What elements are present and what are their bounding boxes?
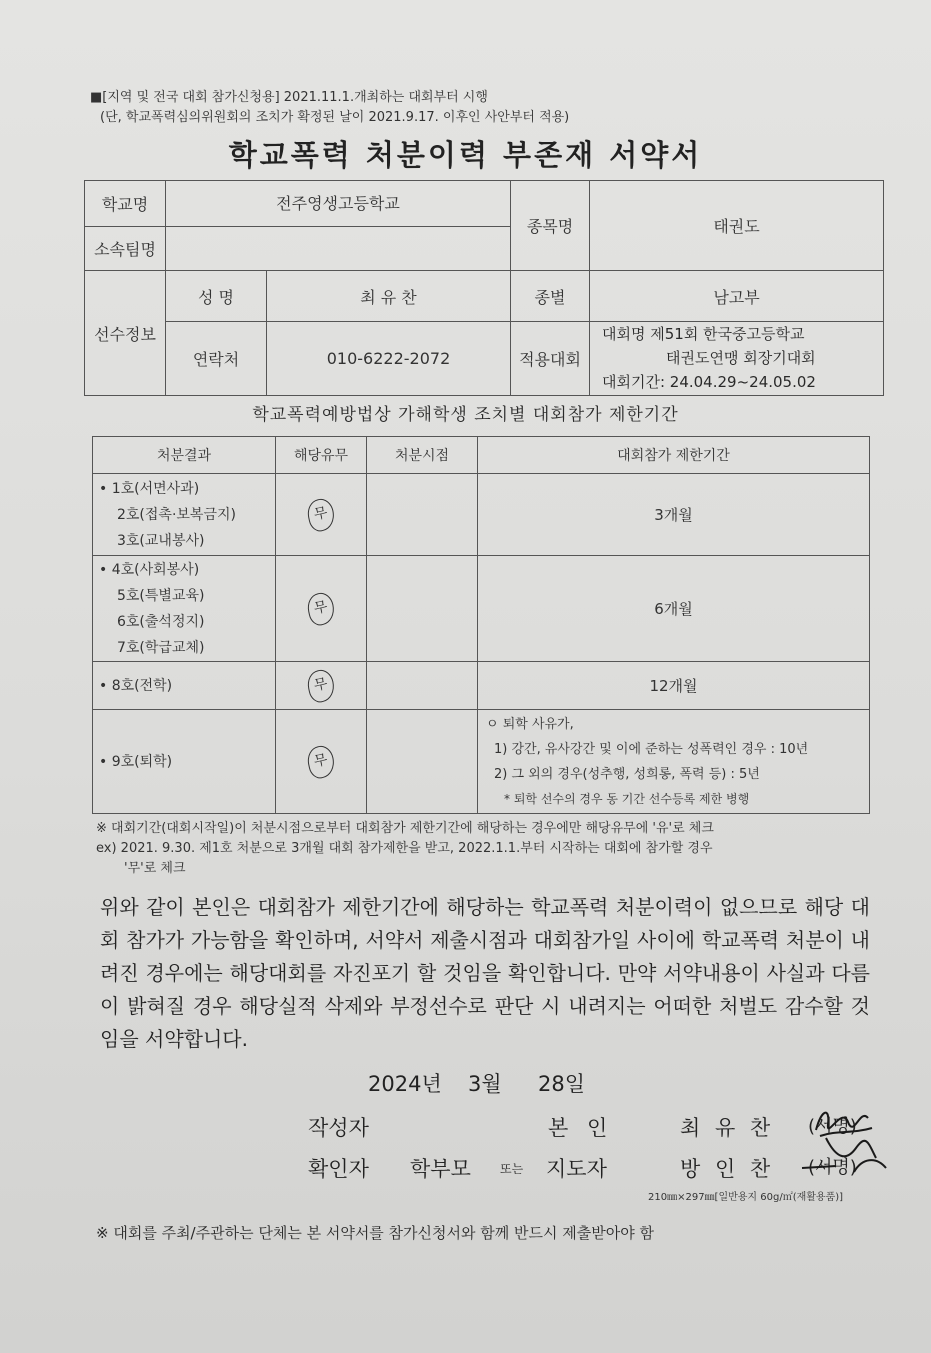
date-year: 2024년 xyxy=(368,1072,442,1096)
name-value: 최 유 찬 xyxy=(267,271,511,321)
list-item: 7호(학급교체) xyxy=(117,639,205,656)
table-row xyxy=(93,710,870,814)
checkmark-circle-icon: 무 xyxy=(305,590,337,627)
table-row xyxy=(93,662,870,710)
checkmark-circle-icon: 무 xyxy=(305,743,337,780)
period-line: * 퇴학 선수의 경우 동 기간 선수등록 제한 병행 xyxy=(504,791,750,806)
school-label: 학교명 xyxy=(85,181,166,227)
list-item: • 9호(퇴학) xyxy=(99,753,173,770)
list-item: • 1호(서면사과) xyxy=(99,480,200,497)
period-cell: 6개월 xyxy=(478,556,870,662)
writer-name: 최 유 찬 xyxy=(680,1116,775,1140)
gender-value: 남고부 xyxy=(590,271,884,321)
table-row xyxy=(93,556,870,662)
col-header-result: 처분결과 xyxy=(93,437,276,474)
list-item: 3호(교내봉사) xyxy=(117,532,205,549)
contact-label: 연락처 xyxy=(166,321,267,395)
col-header-time: 처분시점 xyxy=(367,437,478,474)
writer-label: 작성자 xyxy=(308,1116,369,1140)
header-line-2: (단, 학교폭력심의위원회의 조치가 확정된 날이 2021.9.17. 이후인 사안부터 적용) xyxy=(100,110,570,125)
competition-period: 대회기간: 24.04.29~24.05.02 xyxy=(602,373,816,392)
checkmark-circle-icon: 무 xyxy=(305,667,337,704)
competition-label: 적용대회 xyxy=(511,321,590,395)
pledge-paragraph: 위와 같이 본인은 대회참가 제한기간에 해당하는 학교폭력 처분이력이 없으므로 해당 대회 참가가 가능함을 확인하며, 서약서 제출시점과 대회참가일 사이에 학교폭력 처분이 내려진 경우에는 해당대회를 자진포기 할 것임을 확인합니다. 만약 서약내용이 사실과 다름이 밝혀질 경우 해당실적 삭제와 부정선수로 판단 시 내려지는 어떠한 처벌도 감수할 것임을 서약합니다. xyxy=(100,895,870,1051)
period-cell: 3개월 xyxy=(478,474,870,556)
writer-seal: (서명) xyxy=(808,1116,857,1137)
player-info-label: 선수정보 xyxy=(85,271,166,396)
note-line-3: '무'로 체크 xyxy=(124,861,186,876)
confirmer-or: 또는 xyxy=(500,1162,524,1176)
paper-spec: 210㎜×297㎜[일반용지 60g/㎡(재활용품)] xyxy=(648,1192,844,1203)
team-value xyxy=(166,227,511,271)
writer-role: 본 인 xyxy=(548,1116,614,1140)
school-value: 전주영생고등학교 xyxy=(166,181,511,227)
list-item: • 4호(사회봉사) xyxy=(99,561,200,578)
period-cell: 12개월 xyxy=(478,662,870,710)
event-label: 종목명 xyxy=(511,181,590,271)
header-line-1: ■[지역 및 전국 대회 참가신청용] 2021.11.1.개최하는 대회부터 시행 xyxy=(90,90,488,105)
list-item: 6호(출석정지) xyxy=(117,613,205,630)
gender-label: 종별 xyxy=(511,271,590,321)
contact-value: 010-6222-2072 xyxy=(267,321,511,395)
info-table xyxy=(84,180,884,396)
period-line: ㅇ 퇴학 사유가, xyxy=(486,716,574,732)
confirmer-seal: (서명) xyxy=(808,1157,857,1178)
period-line: 2) 그 외의 경우(성추행, 성희롱, 폭력 등) : 5년 xyxy=(494,766,760,782)
name-label: 성 명 xyxy=(166,271,267,321)
note-line-2: ex) 2021. 9.30. 제1호 처분으로 3개월 대회 참가제한을 받고, 2022.1.1.부터 시작하는 대회에 참가할 경우 xyxy=(96,841,713,856)
confirmer-role-parent: 학부모 xyxy=(410,1157,471,1181)
competition-info xyxy=(590,321,884,395)
document-title: 학교폭력 처분이력 부존재 서약서 xyxy=(228,138,703,172)
restriction-subtitle: 학교폭력예방법상 가해학생 조치별 대회참가 제한기간 xyxy=(252,405,679,425)
competition-name-line1: 대회명 제51회 한국중고등학교 xyxy=(602,325,805,344)
confirmer-name: 방 인 찬 xyxy=(680,1157,775,1181)
restriction-table xyxy=(92,436,870,814)
date-month: 3월 xyxy=(468,1072,502,1096)
list-item: • 8호(전학) xyxy=(99,677,173,694)
competition-name-line2: 태권도연맹 회장기대회 xyxy=(666,349,816,368)
footer-note: ※ 대회를 주최/주관하는 단체는 본 서약서를 참가신청서와 함께 반드시 제출받아야 함 xyxy=(96,1224,654,1242)
confirmer-signature xyxy=(796,1128,892,1184)
time-cell xyxy=(367,662,478,710)
col-header-period: 대회참가 제한기간 xyxy=(478,437,870,474)
checkmark-circle-icon: 무 xyxy=(305,496,337,533)
time-cell xyxy=(367,474,478,556)
confirmer-role-coach: 지도자 xyxy=(546,1157,607,1181)
event-value: 태권도 xyxy=(590,181,884,271)
time-cell xyxy=(367,556,478,662)
confirmer-label: 확인자 xyxy=(308,1157,369,1181)
list-item: 2호(접촉·보복금지) xyxy=(117,506,236,523)
time-cell xyxy=(367,710,478,814)
list-item: 5호(특별교육) xyxy=(117,587,205,604)
col-header-applicable: 해당유무 xyxy=(276,437,367,474)
date-day: 28일 xyxy=(538,1072,586,1096)
period-line: 1) 강간, 유사강간 및 이에 준하는 성폭력인 경우 : 10년 xyxy=(494,741,809,757)
team-label: 소속팀명 xyxy=(85,227,166,271)
note-line-1: ※ 대회기간(대회시작일)이 처분시점으로부터 대회참가 제한기간에 해당하는 경우에만 해당유무에 '유'로 체크 xyxy=(96,821,714,836)
table-row xyxy=(93,474,870,556)
period-cell xyxy=(478,710,870,814)
